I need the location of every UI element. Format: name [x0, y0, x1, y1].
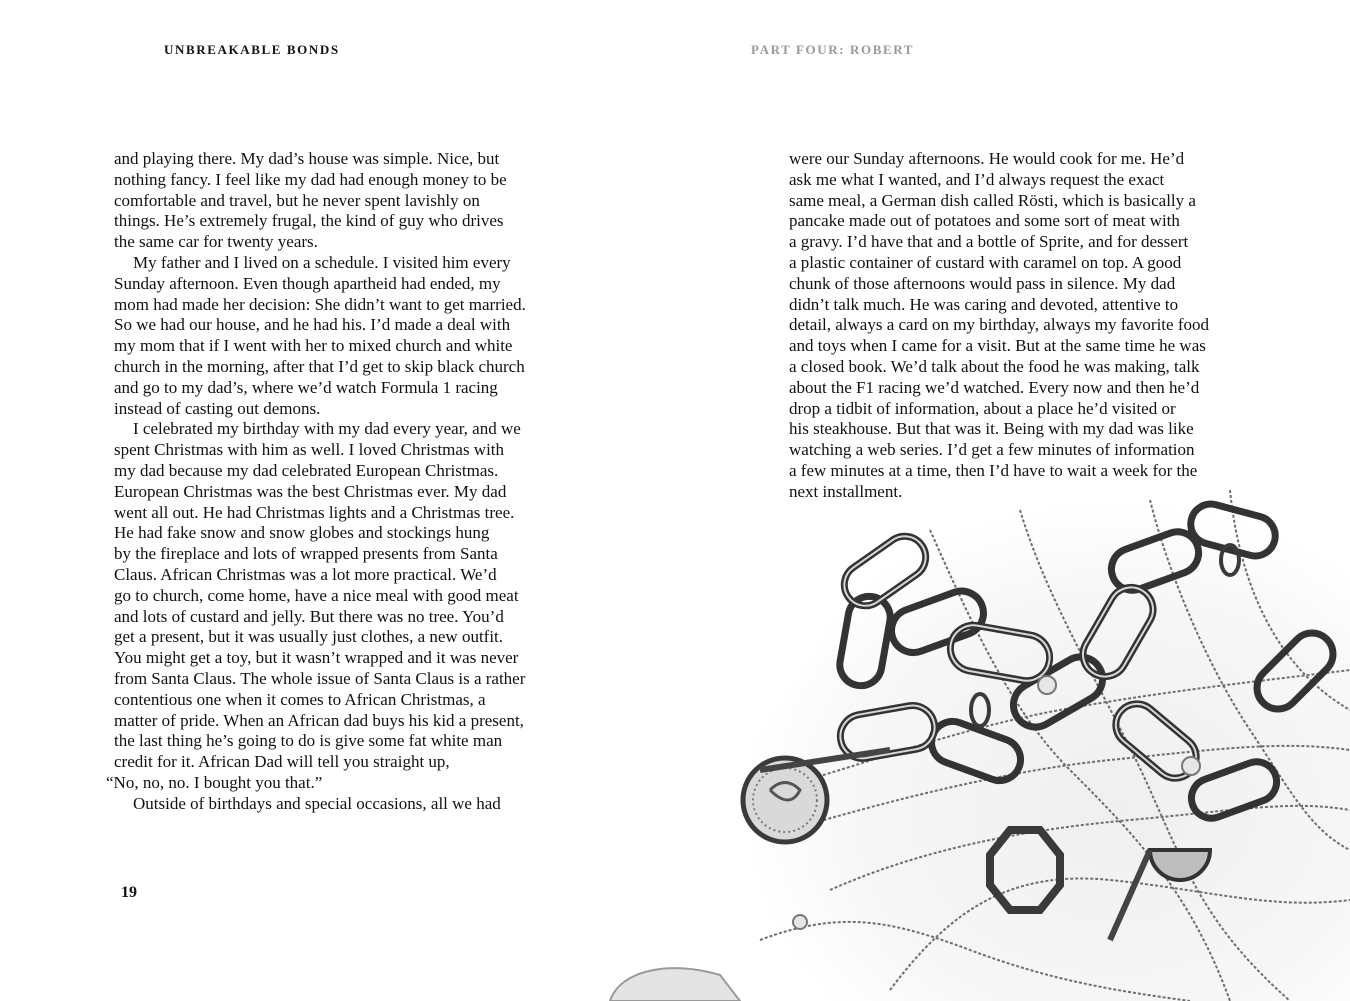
text-line: and lots of custard and jelly. But there was no tree. You’d [114, 606, 504, 626]
text-line: church in the morning, after that I’d get to skip black church [114, 356, 525, 376]
text-line: went all out. He had Christmas lights and a Christmas tree. [114, 502, 515, 522]
text-line: things. He’s extremely frugal, the kind of guy who drives [114, 211, 504, 231]
text-line: nothing fancy. I feel like my dad had enough money to be [114, 169, 507, 189]
text-line: and toys when I came for a visit. But at the same time he was [789, 336, 1206, 356]
text-line: Claus. African Christmas was a lot more practical. We’d [114, 564, 497, 584]
silver-chains-photo [590, 470, 1350, 1001]
text-line: didn’t talk much. He was caring and devoted, attentive to [789, 294, 1179, 314]
text-line: “No, no, no. I bought you that.” [106, 772, 323, 792]
text-line: next installment. [789, 481, 903, 501]
text-line: mom had made her decision: She didn’t want to get married. [114, 294, 526, 314]
text-line: from Santa Claus. The whole issue of Santa Claus is a rather [114, 668, 526, 688]
left-page-text [106, 149, 566, 815]
text-line: Outside of birthdays and special occasions, all we had [133, 793, 501, 813]
text-line: matter of pride. When an African dad buys his kid a present, [114, 710, 524, 730]
text-line: comfortable and travel, but he never spent lavishly on [114, 190, 480, 210]
text-line: the same car for twenty years. [114, 232, 318, 252]
text-line: pancake made out of potatoes and some sort of meat with [789, 211, 1180, 231]
text-line: Sunday afternoon. Even though apartheid had ended, my [114, 273, 501, 293]
text-line: You might get a toy, but it wasn’t wrapped and it was never [114, 648, 519, 668]
text-line: He had fake snow and snow globes and stockings hung [114, 523, 490, 543]
text-line: detail, always a card on my birthday, always my favorite food [789, 315, 1209, 335]
right-running-head: PART FOUR: ROBERT [751, 42, 915, 57]
text-line: contentious one when it comes to African Christmas, a [114, 689, 486, 709]
text-line: a plastic container of custard with caramel on top. A good [789, 252, 1182, 272]
text-line: So we had our house, and he had his. I’d made a deal with [114, 315, 511, 335]
text-line: and go to my dad’s, where we’d watch Formula 1 racing [114, 377, 498, 397]
page-number: 19 [121, 884, 137, 901]
text-line: a closed book. We’d talk about the food he was making, talk [789, 356, 1200, 376]
text-line: go to church, come home, have a nice meal with good meat [114, 585, 519, 605]
text-line: a gravy. I’d have that and a bottle of Sprite, and for dessert [789, 232, 1189, 252]
text-line: credit for it. African Dad will tell you straight up, [114, 752, 450, 772]
text-line: a few minutes at a time, then I’d have to wait a week for the [789, 460, 1198, 480]
text-line: about the F1 racing we’d watched. Every now and then he’d [789, 377, 1200, 397]
text-line: My father and I lived on a schedule. I visited him every [133, 252, 511, 272]
text-line: ask me what I wanted, and I’d always request the exact [789, 169, 1165, 189]
text-line: spent Christmas with him as well. I loved Christmas with [114, 440, 505, 460]
text-line: and playing there. My dad’s house was simple. Nice, but [114, 149, 500, 168]
text-line: European Christmas was the best Christmas ever. My dad [114, 481, 507, 501]
text-line: instead of casting out demons. [114, 398, 321, 418]
text-line: by the fireplace and lots of wrapped presents from Santa [114, 544, 498, 564]
text-line: the last thing he’s going to do is give some fat white man [114, 731, 503, 751]
text-line: his steakhouse. But that was it. Being with my dad was like [789, 419, 1194, 439]
text-line: drop a tidbit of information, about a place he’d visited or [789, 398, 1176, 418]
text-line: same meal, a German dish called Rösti, which is basically a [789, 190, 1196, 210]
text-line: my mom that if I went with her to mixed church and white [114, 336, 513, 356]
text-line: chunk of those afternoons would pass in silence. My dad [789, 273, 1176, 293]
right-page-text [789, 149, 1234, 503]
text-line: get a present, but it was usually just clothes, a new outfit. [114, 627, 504, 647]
text-line: I celebrated my birthday with my dad every year, and we [133, 419, 521, 439]
left-running-head: UNBREAKABLE BONDS [164, 42, 340, 57]
text-line: were our Sunday afternoons. He would cook for me. He’d [789, 149, 1185, 168]
text-line: my dad because my dad celebrated European Christmas. [114, 460, 499, 480]
text-line: watching a web series. I’d get a few minutes of information [789, 440, 1195, 460]
